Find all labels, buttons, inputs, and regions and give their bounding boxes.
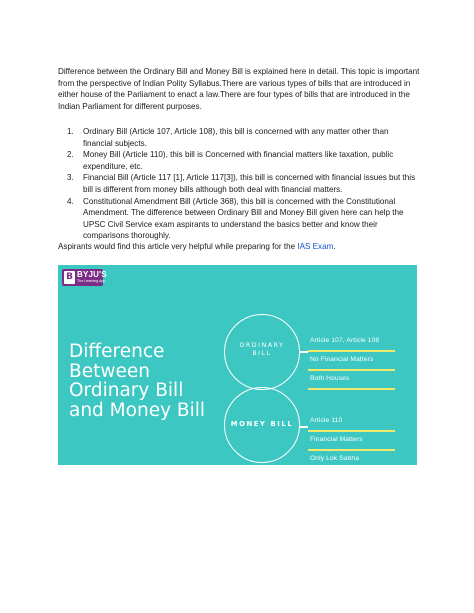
feature-item <box>308 415 396 434</box>
feature-text: Both Houses <box>310 375 350 382</box>
connector-line <box>299 426 308 428</box>
list-item <box>58 149 420 172</box>
banner-heading <box>69 342 239 420</box>
feature-underline <box>308 350 395 352</box>
heading-line: Difference <box>69 341 165 362</box>
comparison-banner <box>58 265 417 465</box>
feature-text: Financial Matters <box>310 436 363 443</box>
feature-item <box>308 354 396 373</box>
feature-item <box>308 373 396 392</box>
ordinary-label-line: ORDINARY <box>239 342 285 349</box>
list-number: 2. <box>67 150 74 160</box>
closing-paragraph <box>58 241 420 253</box>
list-number: 3. <box>67 173 74 183</box>
heading-line: and Money Bill <box>69 399 206 421</box>
logo-tagline: The Learning App <box>77 279 106 283</box>
list-number: 4. <box>67 196 74 206</box>
list-item <box>58 172 420 195</box>
bill-types-list <box>58 126 420 242</box>
heading-line: Ordinary Bill <box>69 380 184 401</box>
list-item <box>58 196 420 242</box>
list-item <box>58 126 420 149</box>
ordinary-label-line: BILL <box>252 350 272 358</box>
logo-mark-icon: B <box>64 271 75 284</box>
feature-text: Article 110 <box>310 417 343 424</box>
closing-text: Aspirants would find this article very helpful while preparing for the <box>58 242 298 251</box>
ordinary-bill-label <box>225 342 299 359</box>
ordinary-bill-features <box>308 335 396 392</box>
connector-line <box>299 351 308 353</box>
list-number: 1. <box>67 127 74 136</box>
feature-underline <box>308 369 395 371</box>
feature-text: Article 107, Article 108 <box>310 337 380 344</box>
list-text: Money Bill (Article 110), this bill is Concerned with financial matters like taxation, public expenditure, etc. <box>83 150 394 171</box>
feature-text: No Financial Matters <box>310 356 374 363</box>
money-bill-circle <box>224 387 300 463</box>
feature-text: Only Lok Sabha <box>310 455 360 462</box>
feature-underline <box>308 449 395 451</box>
logo-name: BYJU'S <box>77 270 107 279</box>
list-text: Constitutional Amendment Bill (Article 368), this bill is concerned with the Constitutional Amendment. The difference between Ordinary Bill and Money Bill given here can help the UPSC Civil Service exam aspirants to understand the basics better and know their comparisons thoroughly. <box>83 196 404 241</box>
list-text: Financial Bill (Article 117 [1], Article 117[3]), this bill is concerned with financial issues but this bill is different from money bills although both deal with financial matters. <box>83 173 416 194</box>
ias-exam-link[interactable]: IAS Exam <box>297 242 334 251</box>
byjus-logo <box>62 269 107 286</box>
feature-item <box>308 335 396 354</box>
list-text: Ordinary Bill (Article 107, Article 108), this bill is concerned with any matter other than financial subjects. <box>83 127 389 148</box>
feature-underline <box>308 388 395 390</box>
feature-item <box>308 434 396 453</box>
money-bill-label: MONEY BILL <box>230 420 294 428</box>
closing-end: . <box>333 242 336 251</box>
feature-item <box>308 453 396 465</box>
intro-paragraph: Difference between the Ordinary Bill and Money Bill is explained here in detail. This topic is important from the perspective of Indian Polity Syllabus.There are various types of bills that are introduced in either house of the Parliament to enact a law.There are four types of bills that are introduced in the Indian Parliament for different purposes. <box>58 67 420 111</box>
money-bill-features <box>308 415 396 465</box>
feature-underline <box>308 430 395 432</box>
ordinary-bill-circle <box>224 314 300 390</box>
heading-line: Between <box>69 360 150 382</box>
